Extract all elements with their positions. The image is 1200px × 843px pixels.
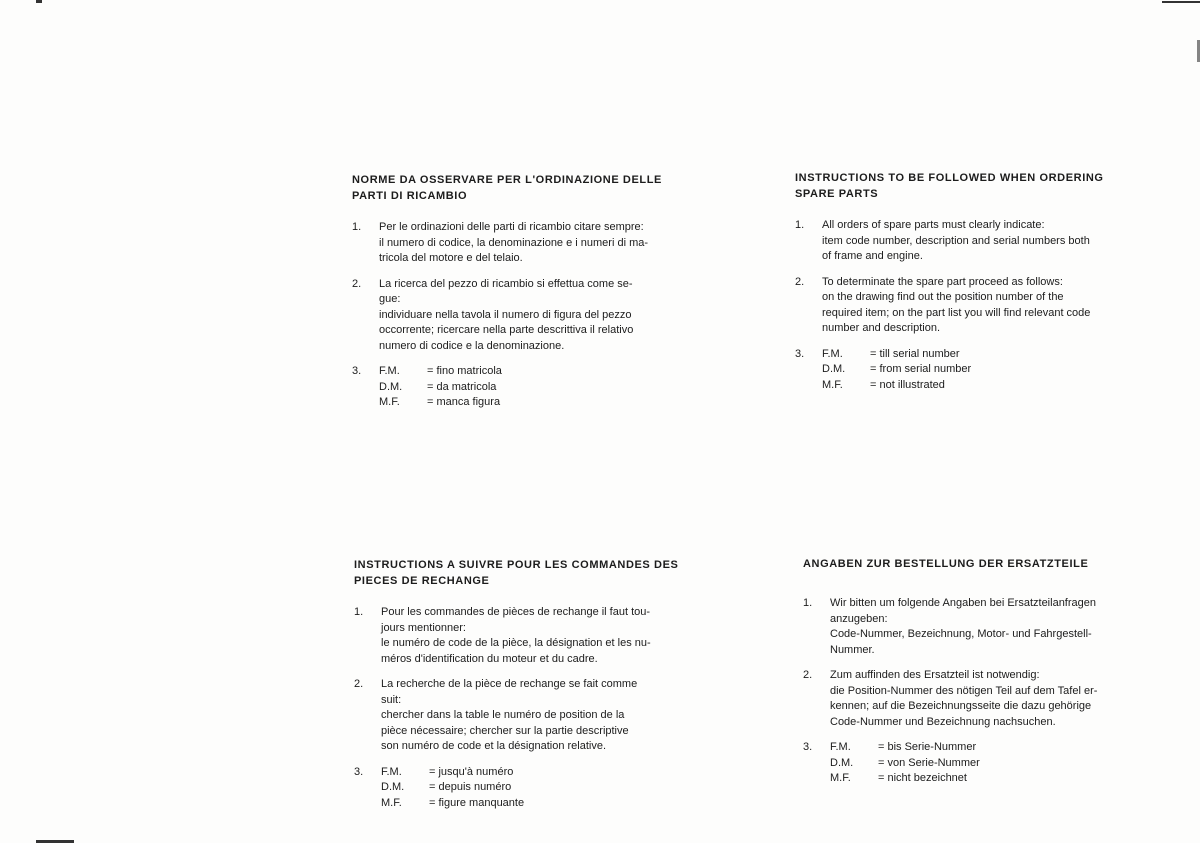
abbreviation-row: D.M. = from serial number [822, 363, 972, 375]
abbreviation-row: F.M. = fino matricola [379, 365, 502, 377]
section-title: ANGABEN ZUR BESTELLUNG DER ERSATZTEILE [803, 558, 1089, 570]
abbreviation-row: F.M. = jusqu'à numéro [381, 765, 514, 778]
section-french [354, 557, 699, 821]
list-item: 1. Pour les commandes de pièces de rechange il faut tou- jours mentionner: le numéro de code de la pièce, la désignation et les nu- méros d'identification du moteur et du cadre. [354, 606, 651, 665]
abbreviation-row: M.F. = figure manquante [381, 796, 525, 809]
list-item: 3. F.M. = fino matricola D.M. = da matricola M.F. = manca figura [352, 364, 697, 411]
section-italian [352, 172, 697, 421]
list-item: 1. Wir bitten um folgende Angaben bei Ersatzteilanfragen anzugeben: Code-Nummer, Bezeichnung, Motor- und Fahrgestell- Nummer. [803, 597, 1096, 656]
abbreviation-row: F.M. = bis Serie-Nummer [830, 741, 977, 753]
list-item: 1. All orders of spare parts must clearly indicate: item code number, description and serial numbers both of frame and engine. [795, 219, 1090, 262]
list-item: 2. La ricerca del pezzo di ricambio si effettua come se- gue: individuare nella tavola il numero di figura del pezzo occorrente; ricercare nella parte descrittiva il relativo numero di codice e la denominazione. [352, 277, 634, 352]
abbreviation-row: D.M. = da matricola [379, 380, 497, 393]
scan-mark-top-left [36, 0, 42, 3]
scan-mark-top-right [1162, 1, 1200, 3]
list-item: 3. F.M. = bis Serie-Nummer D.M. = von Serie-Nummer M.F. = nicht bezeichnet [803, 740, 1148, 787]
abbreviation-row: M.F. = not illustrated [822, 378, 945, 391]
section-english [795, 170, 1140, 403]
list-item: 2. La recherche de la pièce de rechange se fait comme suit: chercher dans la table le numéro de position de la pièce nécessaire; chercher sur la partie descriptive son numéro de code et la désignation relative. [354, 678, 638, 752]
abbreviation-row: D.M. = depuis numéro [381, 781, 512, 793]
abbreviation-row: F.M. = till serial number [822, 347, 960, 360]
list-item: 3. F.M. = till serial number D.M. = from serial number M.F. = not illustrated [795, 347, 1140, 394]
section-title: NORME DA OSSERVARE PER L'ORDINAZIONE DELLE PARTI DI RICAMBIO [352, 174, 662, 202]
abbreviation-row: M.F. = manca figura [379, 396, 501, 408]
list-item: 2. Zum auffinden des Ersatzteil ist notwendig: die Position-Nummer des nötigen Teil auf dem Tafel er- kennen; auf die Bezeichnungsseite die dazu gehörige Code-Nummer und Bezeichnung nachsuchen. [803, 669, 1098, 728]
list-item: 1. Per le ordinazioni delle parti di ricambio citare sempre: il numero di codice, la denominazione e i numeri di ma- tricola del motore e del telaio. [352, 221, 649, 264]
section-german [803, 556, 1148, 797]
abbreviation-row: M.F. = nicht bezeichnet [830, 772, 967, 784]
section-title: INSTRUCTIONS A SUIVRE POUR LES COMMANDES DES PIECES DE RECHANGE [354, 559, 679, 587]
abbreviation-row: D.M. = von Serie-Nummer [830, 756, 980, 769]
section-title: INSTRUCTIONS TO BE FOLLOWED WHEN ORDERING SPARE PARTS [795, 172, 1104, 200]
list-item: 3. F.M. = jusqu'à numéro D.M. = depuis numéro M.F. = figure manquante [354, 765, 699, 812]
list-item: 2. To determinate the spare part proceed as follows: on the drawing find out the position number of the required item; on the part list you will find relevant code number and description. [795, 275, 1091, 334]
